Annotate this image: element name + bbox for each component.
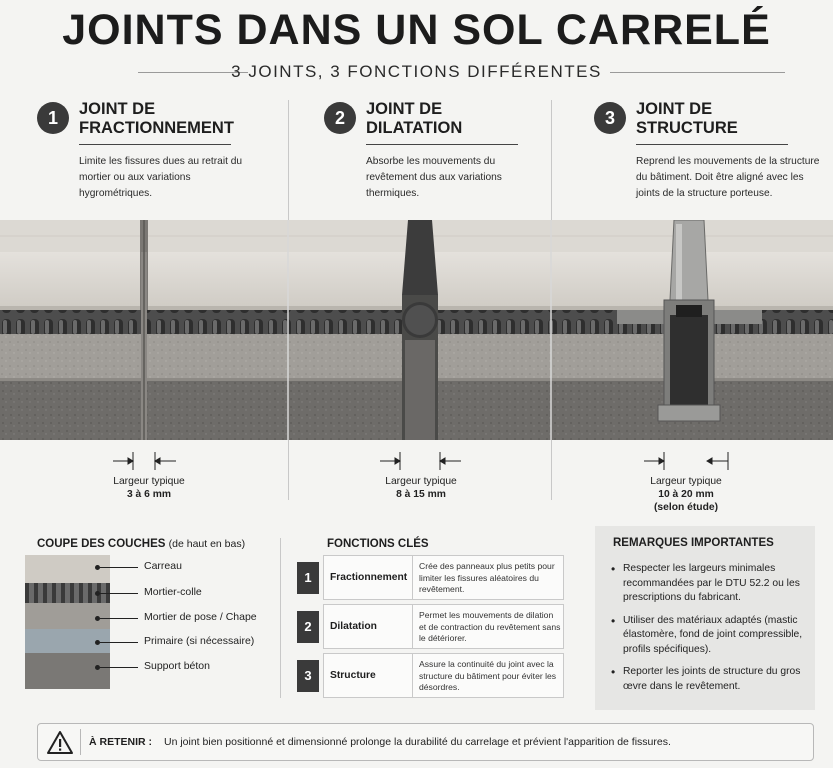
width-note-fractionnement bbox=[94, 475, 204, 501]
cell-divider bbox=[412, 654, 413, 697]
cell-divider bbox=[412, 556, 413, 599]
layers-section-title: COUPE DES COUCHES (de haut en bas) bbox=[37, 538, 246, 550]
bottom-separator bbox=[280, 538, 281, 698]
remark-item: • Respecter les largeurs minimales recommandées par le DTU 52.2 ou les prescriptions du fabricant. bbox=[609, 562, 809, 606]
floor-cross-section-illustration bbox=[0, 220, 833, 440]
joint-title bbox=[366, 100, 462, 138]
cell-divider bbox=[412, 605, 413, 648]
retain-text: Un joint bien positionné et dimensionné prolonge la durabilité du carrelage et prévient l'apparition de fissures. bbox=[164, 736, 671, 748]
joint-title-underline bbox=[79, 144, 231, 145]
retain-label: À RETENIR : bbox=[89, 736, 152, 748]
leader-line bbox=[100, 593, 138, 594]
joint-title-line2: STRUCTURE bbox=[636, 119, 738, 137]
joint-number-badge: 2 bbox=[324, 102, 356, 134]
function-description: Assure la continuité du joint avec la structure du bâtiment pour éviter les désordres. bbox=[419, 659, 557, 692]
width-value: 8 à 15 mm bbox=[396, 489, 446, 500]
width-extra-note: (selon étude) bbox=[653, 502, 719, 513]
subtitle-rule-right bbox=[610, 72, 785, 73]
function-description: Crée des panneaux plus petits pour limiter les fissures aléatoires du revêtement. bbox=[419, 561, 555, 594]
retain-banner bbox=[37, 723, 814, 761]
width-note-dilatation bbox=[366, 475, 476, 501]
function-row-fractionnement bbox=[297, 555, 564, 600]
function-name: Dilatation bbox=[330, 621, 377, 632]
joint-title-underline bbox=[366, 144, 518, 145]
layer-label-primaire: Primaire (si nécessaire) bbox=[144, 635, 255, 647]
layers-section-note: (de haut en bas) bbox=[168, 538, 246, 550]
layer-swatch-support-beton bbox=[25, 653, 110, 689]
remarks-list bbox=[609, 562, 809, 702]
function-cell bbox=[323, 604, 564, 649]
remark-item: • Reporter les joints de structure du gros œvre dans le revêtement. bbox=[609, 665, 809, 694]
function-cell bbox=[323, 653, 564, 698]
page-title: JOINTS DANS UN SOL CARRELÉ bbox=[62, 6, 771, 54]
width-dimension-markers bbox=[0, 448, 833, 474]
page-subtitle: 3 JOINTS, 3 FONCTIONS DIFFÉRENTES bbox=[231, 62, 602, 81]
layer-label-carreau: Carreau bbox=[144, 560, 182, 572]
joint-title-line2: FRACTIONNEMENT bbox=[79, 119, 234, 137]
functions-section-title: FONCTIONS CLÉS bbox=[327, 538, 429, 550]
joint-number-badge: 1 bbox=[37, 102, 69, 134]
function-number: 1 bbox=[297, 562, 319, 594]
function-row-structure bbox=[297, 653, 564, 698]
width-value: 10 à 20 mm bbox=[658, 489, 714, 500]
leader-line bbox=[100, 567, 138, 568]
function-number: 3 bbox=[297, 660, 319, 692]
function-name: Fractionnement bbox=[330, 572, 408, 583]
joint-description: Reprend les mouvements de la structure du bâtiment. Doit être aligné avec les joints de la structure porteuse. bbox=[636, 156, 820, 199]
joint-dilatation-gap bbox=[402, 220, 438, 440]
width-note-structure bbox=[631, 475, 741, 514]
joint-title-underline bbox=[636, 144, 788, 145]
width-label: Largeur typique bbox=[113, 476, 185, 487]
joint-number-badge: 3 bbox=[594, 102, 626, 134]
leader-line bbox=[100, 667, 138, 668]
function-cell bbox=[323, 555, 564, 600]
function-row-dilatation bbox=[297, 604, 564, 649]
width-label: Largeur typique bbox=[650, 476, 722, 487]
joint-title bbox=[79, 100, 234, 138]
joint-title-line1: JOINT DE bbox=[636, 100, 713, 118]
warning-triangle-icon bbox=[46, 730, 74, 756]
width-value: 3 à 6 mm bbox=[126, 489, 172, 500]
leader-line bbox=[100, 642, 138, 643]
joint-title bbox=[636, 100, 738, 138]
joint-description: Limite les fissures dues au retrait du mortier ou aux variations hygrométriques. bbox=[79, 156, 243, 199]
remark-item: • Utiliser des matériaux adaptés (mastic élastomère, fond de joint compressible, profils spécifiques). bbox=[609, 614, 809, 658]
layer-label-mortier-colle: Mortier-colle bbox=[144, 586, 202, 598]
joint-fractionnement-gap bbox=[140, 220, 148, 440]
layer-label-support-beton: Support béton bbox=[144, 660, 210, 672]
subtitle-row bbox=[0, 62, 833, 82]
joint-title-line2: DILATATION bbox=[366, 119, 463, 137]
banner-divider bbox=[80, 729, 81, 755]
joint-description: Absorbe les mouvements du revêtement dus aux variations thermiques. bbox=[366, 156, 502, 199]
layer-label-mortier-de-pose: Mortier de pose / Chape bbox=[144, 611, 257, 623]
remarks-panel bbox=[595, 526, 815, 710]
remarks-title: REMARQUES IMPORTANTES bbox=[613, 537, 774, 549]
function-description: Permet les mouvements de dilation et de contraction du revêtement sans le détériorer. bbox=[419, 610, 561, 643]
width-label: Largeur typique bbox=[385, 476, 457, 487]
leader-line bbox=[100, 618, 138, 619]
function-number: 2 bbox=[297, 611, 319, 643]
joint-title-line1: JOINT DE bbox=[79, 100, 156, 118]
function-name: Structure bbox=[330, 670, 376, 681]
joint-title-line1: JOINT DE bbox=[366, 100, 443, 118]
